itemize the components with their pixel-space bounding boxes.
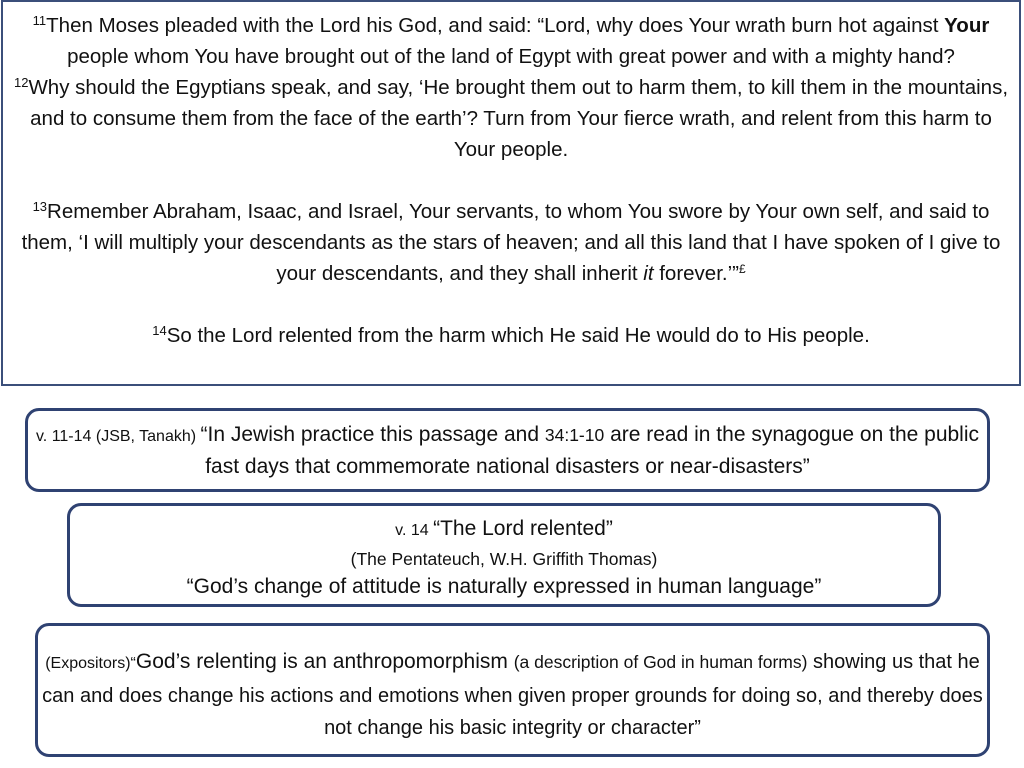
verse-11 xyxy=(11,10,1011,72)
verse-text: So the Lord relented from the harm which He said He would do to His people. xyxy=(166,324,870,347)
verse-13 xyxy=(11,196,1011,289)
parenthetical-definition: (a description of God in human forms) xyxy=(513,652,808,672)
spacer xyxy=(11,289,1011,320)
commentary-box-expositors xyxy=(35,623,990,757)
commentary-text: “God’s change of attitude is naturally expressed in human language” xyxy=(186,575,822,598)
verse-number: 11 xyxy=(32,13,47,28)
verse-number: 12 xyxy=(13,75,29,90)
footnote-mark: £ xyxy=(738,262,746,276)
verse-number: 14 xyxy=(152,323,167,338)
commentary-text: “In Jewish practice this passage and xyxy=(200,423,545,446)
spacer xyxy=(11,165,1011,196)
commentary-source: (The Pentateuch, W.H. Griffith Thomas) xyxy=(350,549,658,569)
verse-number: 13 xyxy=(32,199,48,214)
commentary-text: showing us that he can and does change his actions and emotions when given proper grounds for doing so, and thereby does not change his basic integrity or character” xyxy=(42,651,983,739)
reference-label: v. 11-14 (JSB, Tanakh) xyxy=(35,428,201,445)
commentary-text: are read in the synagogue on the public fast days that commemorate national disasters or near-disasters” xyxy=(205,423,980,478)
verse-text: Remember Abraham, Isaac, and Israel, Your servants, to whom You swore by Your own self, and said to them, ‘I will multiply your descendants as the stars of heaven; and all this land that I have spoken of I give to your descendants, and they shall inherit xyxy=(21,200,1001,285)
cross-reference: 34:1-10 xyxy=(544,425,605,445)
verse-text: Then Moses pleaded with the Lord his God, and said: “Lord, why does Your wrath burn hot against xyxy=(46,14,945,37)
verse-text: people whom You have brought out of the land of Egypt with great power and with a mighty hand? xyxy=(67,45,955,68)
verse-text: Why should the Egyptians speak, and say, ‘He brought them out to harm them, to kill them in the mountains, and to consume them from the face of the earth’? Turn from Your fierce wrath, and relent from this harm to Your people. xyxy=(28,76,1009,161)
verse-text: forever.’” xyxy=(653,262,739,285)
commentary-source: (Expositors)“ xyxy=(45,655,136,672)
verse-14 xyxy=(11,320,1011,351)
verse-12 xyxy=(11,72,1011,165)
verse-bold-word: Your xyxy=(944,14,990,37)
commentary-heading xyxy=(70,515,938,545)
scripture-passage xyxy=(1,0,1021,386)
quoted-phrase: “The Lord relented” xyxy=(433,517,613,540)
verse-italic-word: it xyxy=(643,262,654,285)
commentary-box-jsb xyxy=(25,408,990,492)
reference-label: v. 14 xyxy=(395,522,434,539)
commentary-text: God’s relenting is an anthropomorphism xyxy=(135,650,514,673)
commentary-box-griffith-thomas xyxy=(67,503,941,607)
